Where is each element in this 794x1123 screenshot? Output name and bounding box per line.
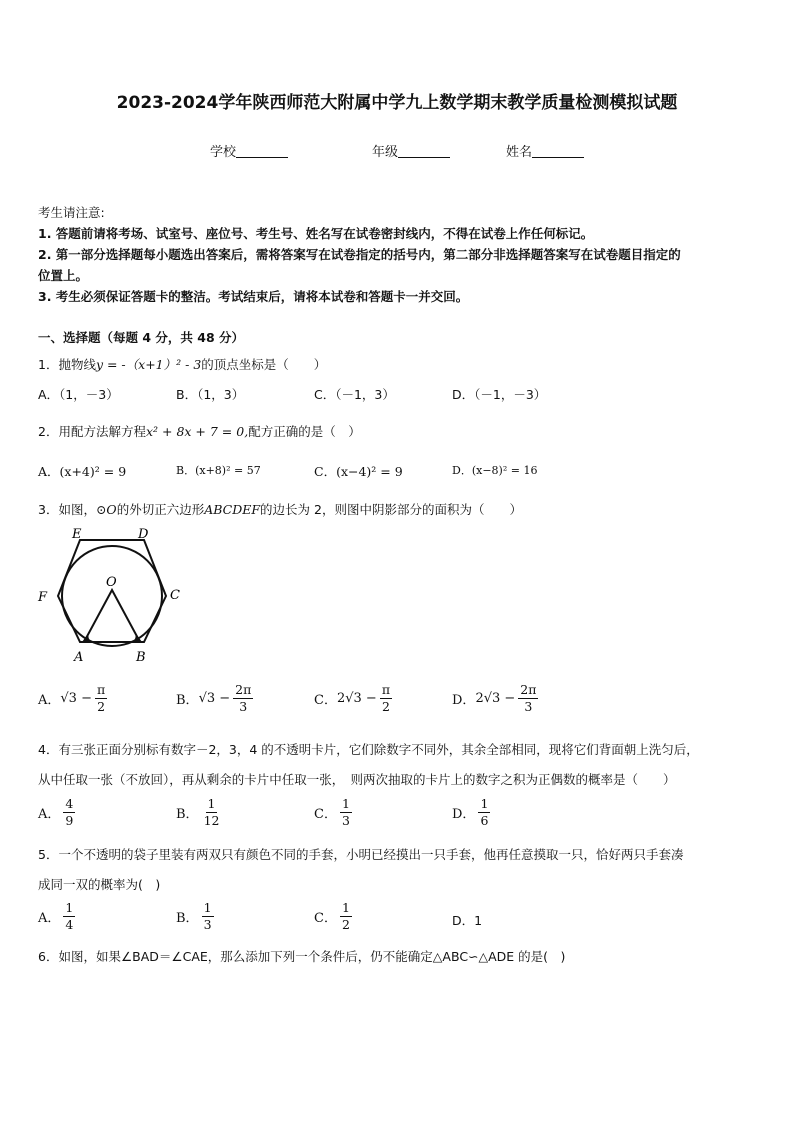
q5-a-den: 4 [65, 917, 74, 932]
q4-d-label: D． [452, 807, 476, 822]
q3-c-den: 2 [381, 699, 390, 714]
q2-formula: x² + 8x + 7 = 0, [145, 424, 249, 439]
q3-label-a: A [74, 650, 84, 665]
q3-label-d: D [138, 527, 149, 542]
q2-option-d: D．(x−8)² = 16 [452, 464, 538, 477]
q5-option-c [314, 900, 355, 933]
q4-d-den: 6 [480, 813, 489, 828]
q3-b-den: 3 [239, 699, 248, 714]
q3-label-f: F [38, 590, 48, 605]
q3-label-o: O [106, 575, 117, 590]
q5-b-label: B． [176, 911, 199, 926]
q3-option-a [38, 682, 110, 715]
q2-option-b: B．(x+8)² = 57 [176, 464, 261, 477]
q5-option-d: D．1 [452, 913, 483, 928]
q2-stem-tail: 配方正确的是（ ） [248, 424, 361, 439]
q3-circle-symbol: ⊙O [95, 502, 117, 517]
q3-hexagon-name: ABCDEF [204, 502, 261, 517]
name-field [506, 141, 584, 160]
q3-c-expr: 2√3 − [336, 691, 377, 706]
q1-option-b: B．（1，3） [176, 387, 245, 402]
grade-field [372, 141, 450, 160]
q5-a-num: 1 [65, 900, 74, 915]
q2-stem [38, 422, 361, 440]
q5-c-num: 1 [341, 900, 350, 915]
q3-option-c [314, 682, 395, 715]
q5-b-num: 1 [203, 900, 212, 915]
q3-option-b [176, 682, 256, 715]
notice-item-1: 1. 答题前请将考场、试室号、座位号、考生号、姓名写在试卷密封线内，不得在试卷上作任何标记。 [38, 226, 594, 241]
q3-label-e: E [72, 527, 82, 542]
q3-c-label: C． [314, 693, 337, 708]
q3-b-num: 2π [235, 682, 252, 697]
q4-a-label: A． [38, 807, 61, 822]
notice-heading: 考生请注意: [38, 205, 105, 220]
q4-stem-line-2: 从中任取一张（不放回），再从剩余的卡片中任取一张， 则两次抽取的卡片上的数字之积为正偶数的概率是（ ） [38, 772, 676, 787]
q2-option-a: A．(x+4)² = 9 [38, 464, 127, 479]
q4-b-den: 12 [203, 813, 220, 828]
q3-a-expr: √3 − [60, 691, 92, 706]
q6-stem-line-1: 6．如图，如果∠BAD＝∠CAE，那么添加下列一个条件后，仍不能确定△ABC∽△ADE 的是( ) [38, 949, 566, 964]
q5-b-den: 3 [203, 917, 212, 932]
grade-blank [398, 145, 450, 158]
q3-d-num: 2π [520, 682, 537, 697]
q4-a-den: 9 [65, 813, 74, 828]
q3-hexagon-figure [34, 524, 194, 669]
q3-b-label: B． [176, 693, 199, 708]
q4-c-den: 3 [341, 813, 350, 828]
q5-c-label: C． [314, 911, 337, 926]
q5-option-a [38, 900, 78, 933]
notice-item-3: 3. 考生必须保证答题卡的整洁。考试结束后，请将本试卷和答题卡一并交回。 [38, 289, 469, 304]
school-label: 学校 [210, 145, 237, 160]
q3-stem-text: 3．如图， [38, 502, 96, 517]
q3-d-expr: 2√3 − [475, 691, 516, 706]
q3-stem-mid: 的外切正六边形 [116, 502, 205, 517]
school-field [210, 141, 288, 160]
q3-a-den: 2 [97, 699, 106, 714]
q4-stem-line-1: 4．有三张正面分别标有数字－2，3，4 的不透明卡片，它们除数字不同外，其余全部相同，现将它们背面朝上洗匀后， [38, 742, 699, 757]
notice-item-2: 2. 第一部分选择题每小题选出答案后，需将答案写在试卷指定的括号内，第二部分非选择题答案写在试卷题目指定的 [38, 247, 681, 262]
q1-option-c: C．（－1，3） [314, 387, 395, 402]
q2-stem-text: 2．用配方法解方程 [38, 424, 146, 439]
q1-stem-text: 1．抛物线 [38, 357, 96, 372]
q3-d-label: D． [452, 693, 476, 708]
section-heading: 一、选择题（每题 4 分，共 48 分） [38, 330, 245, 345]
q1-formula: y = -（x+1）² - 3 [95, 357, 202, 372]
q4-a-num: 4 [65, 796, 74, 811]
q3-c-num: π [381, 682, 391, 697]
q5-a-label: A． [38, 911, 61, 926]
q1-option-a: A．（1，－3） [38, 387, 119, 402]
q4-option-c [314, 796, 355, 829]
q1-option-d: D．（－1，－3） [452, 387, 547, 402]
name-label: 姓名 [506, 145, 533, 160]
page-title: 2023-2024学年陕西师范大附属中学九上数学期末教学质量检测模拟试题 [116, 93, 678, 113]
q4-d-num: 1 [480, 796, 489, 811]
q3-d-den: 3 [524, 699, 533, 714]
q2-option-c: C．(x−4)² = 9 [314, 464, 403, 479]
q3-stem-tail: 的边长为 2，则图中阴影部分的面积为（ ） [260, 502, 522, 517]
q5-option-b [176, 900, 217, 933]
q4-c-num: 1 [341, 796, 350, 811]
school-blank [236, 145, 288, 158]
q3-a-label: A． [38, 693, 61, 708]
name-blank [532, 145, 584, 158]
q5-c-den: 2 [341, 917, 350, 932]
q4-option-a [38, 796, 78, 829]
q3-label-c: C [170, 588, 180, 603]
q4-c-label: C． [314, 807, 337, 822]
q1-stem [38, 355, 326, 373]
notice-item-2-cont: 位置上。 [38, 268, 89, 283]
q3-b-expr: √3 − [198, 691, 231, 706]
grade-label: 年级 [372, 145, 399, 160]
q3-label-b: B [136, 650, 146, 665]
q3-option-d [452, 682, 541, 715]
q4-b-num: 1 [207, 796, 216, 811]
q4-option-b [176, 796, 224, 829]
q3-a-num: π [96, 682, 106, 697]
q4-b-label: B． [176, 807, 199, 822]
q5-stem-line-1: 5．一个不透明的袋子里装有两双只有颜色不同的手套，小明已经摸出一只手套，他再任意摸取一只，恰好两只手套凑 [38, 847, 684, 862]
q5-stem-line-2: 成同一双的概率为( ) [38, 877, 161, 892]
q4-option-d [452, 796, 493, 829]
q1-stem-tail: 的顶点坐标是（ ） [201, 357, 327, 372]
q3-stem [38, 500, 522, 518]
